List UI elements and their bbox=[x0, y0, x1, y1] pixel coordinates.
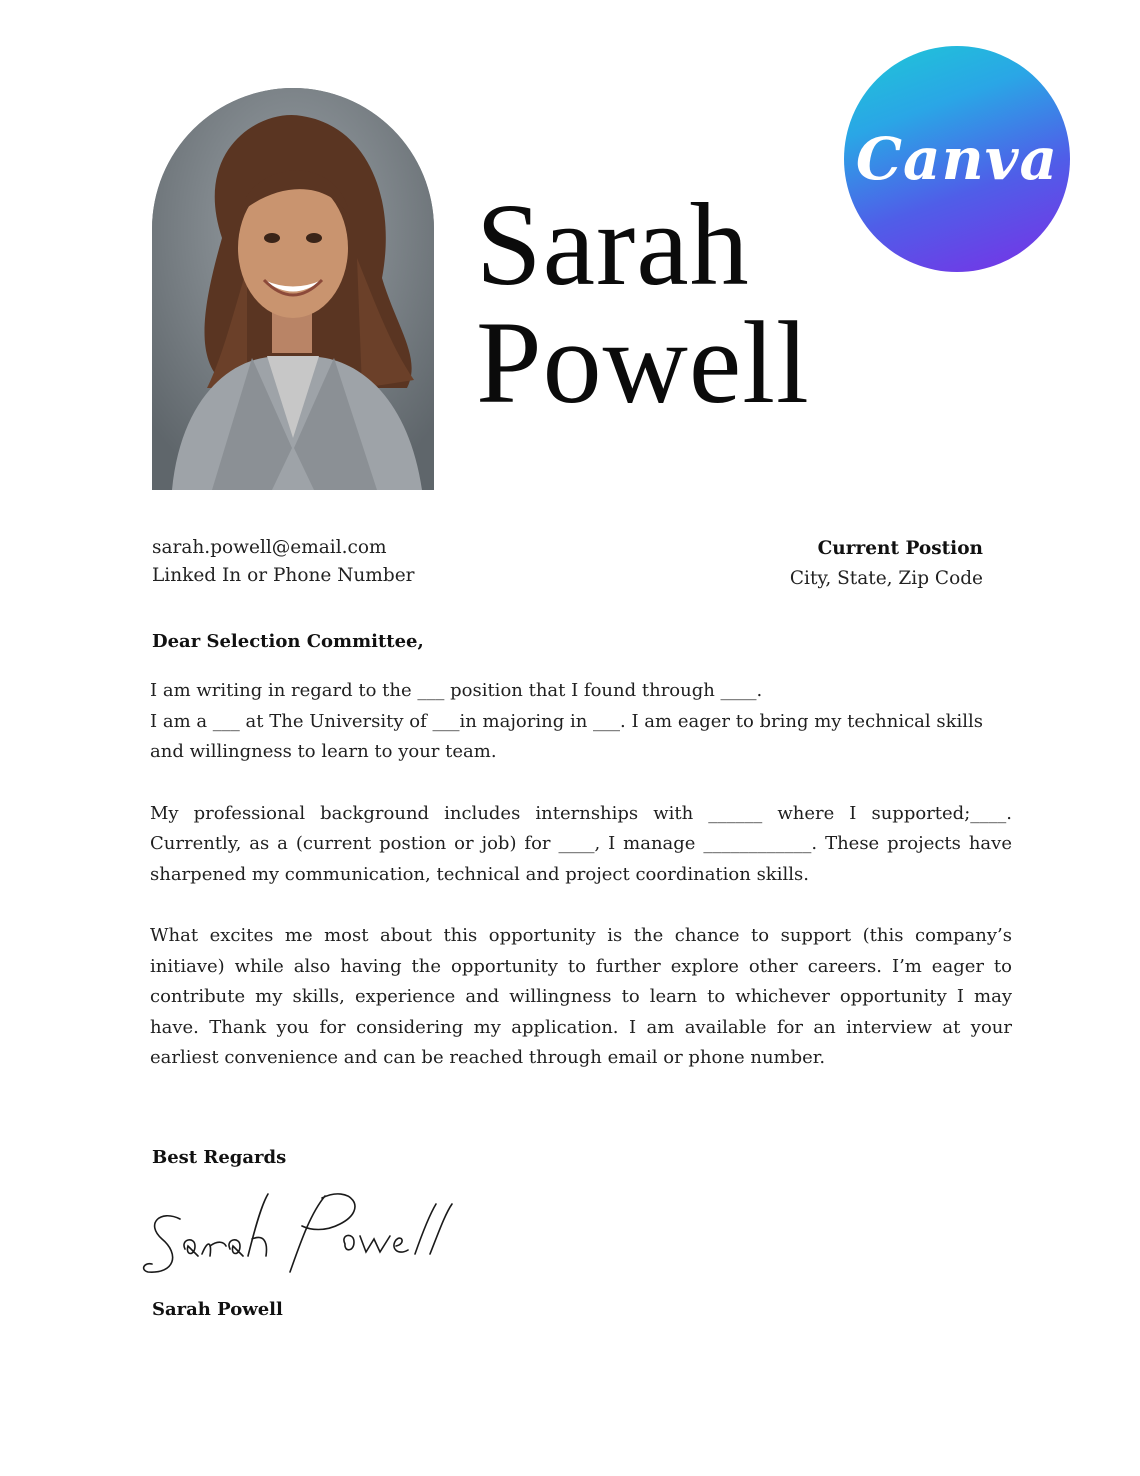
letter-body bbox=[150, 676, 1012, 1105]
signer-name: Sarah Powell bbox=[152, 1299, 283, 1320]
name-last: Powell bbox=[476, 297, 810, 428]
paragraph-1-line-2: I am a ___ at The University of ___in majoring in ___. I am eager to bring my technical skills and willingness to learn to your team. bbox=[150, 710, 984, 762]
position-block bbox=[790, 534, 983, 594]
signature bbox=[140, 1184, 460, 1288]
canva-logo-text: Canva bbox=[855, 125, 1059, 193]
paragraph-2: My professional background includes internships with ______ where I supported;____. Currently, as a (current postion or job) for ____, I manage ____________. These projects have sharpened my communication, technical and project coordination skills. bbox=[150, 802, 1012, 885]
email-text: sarah.powell@email.com bbox=[152, 537, 387, 558]
portrait-illustration bbox=[152, 88, 434, 490]
signature-graphic bbox=[140, 1184, 460, 1284]
location-text: City, State, Zip Code bbox=[789, 568, 983, 589]
candidate-name bbox=[476, 179, 810, 428]
salutation: Dear Selection Committee, bbox=[152, 631, 424, 652]
paragraph-1 bbox=[150, 676, 1012, 768]
paragraph-1-line-1: I am writing in regard to the ___ position that I found through ____. bbox=[150, 680, 763, 701]
paragraph-3: What excites me most about this opportunity is the chance to support (this company’s initiave) while also having the opportunity to further explore other careers. I’m eager to contribute my skills, experience and willingness to learn to whichever opportunity I may have. Thank you for considering my application. I am available for an interview at your earliest convenience and can be reached through email or phone number. bbox=[150, 925, 1012, 1068]
profile-photo bbox=[152, 88, 434, 490]
name-first: Sarah bbox=[476, 179, 750, 310]
current-position-title: Current Postion bbox=[817, 538, 983, 559]
closing: Best Regards bbox=[152, 1147, 287, 1168]
canva-logo bbox=[844, 46, 1070, 272]
contact-block bbox=[152, 534, 415, 590]
linkedin-phone-text: Linked In or Phone Number bbox=[152, 565, 415, 586]
